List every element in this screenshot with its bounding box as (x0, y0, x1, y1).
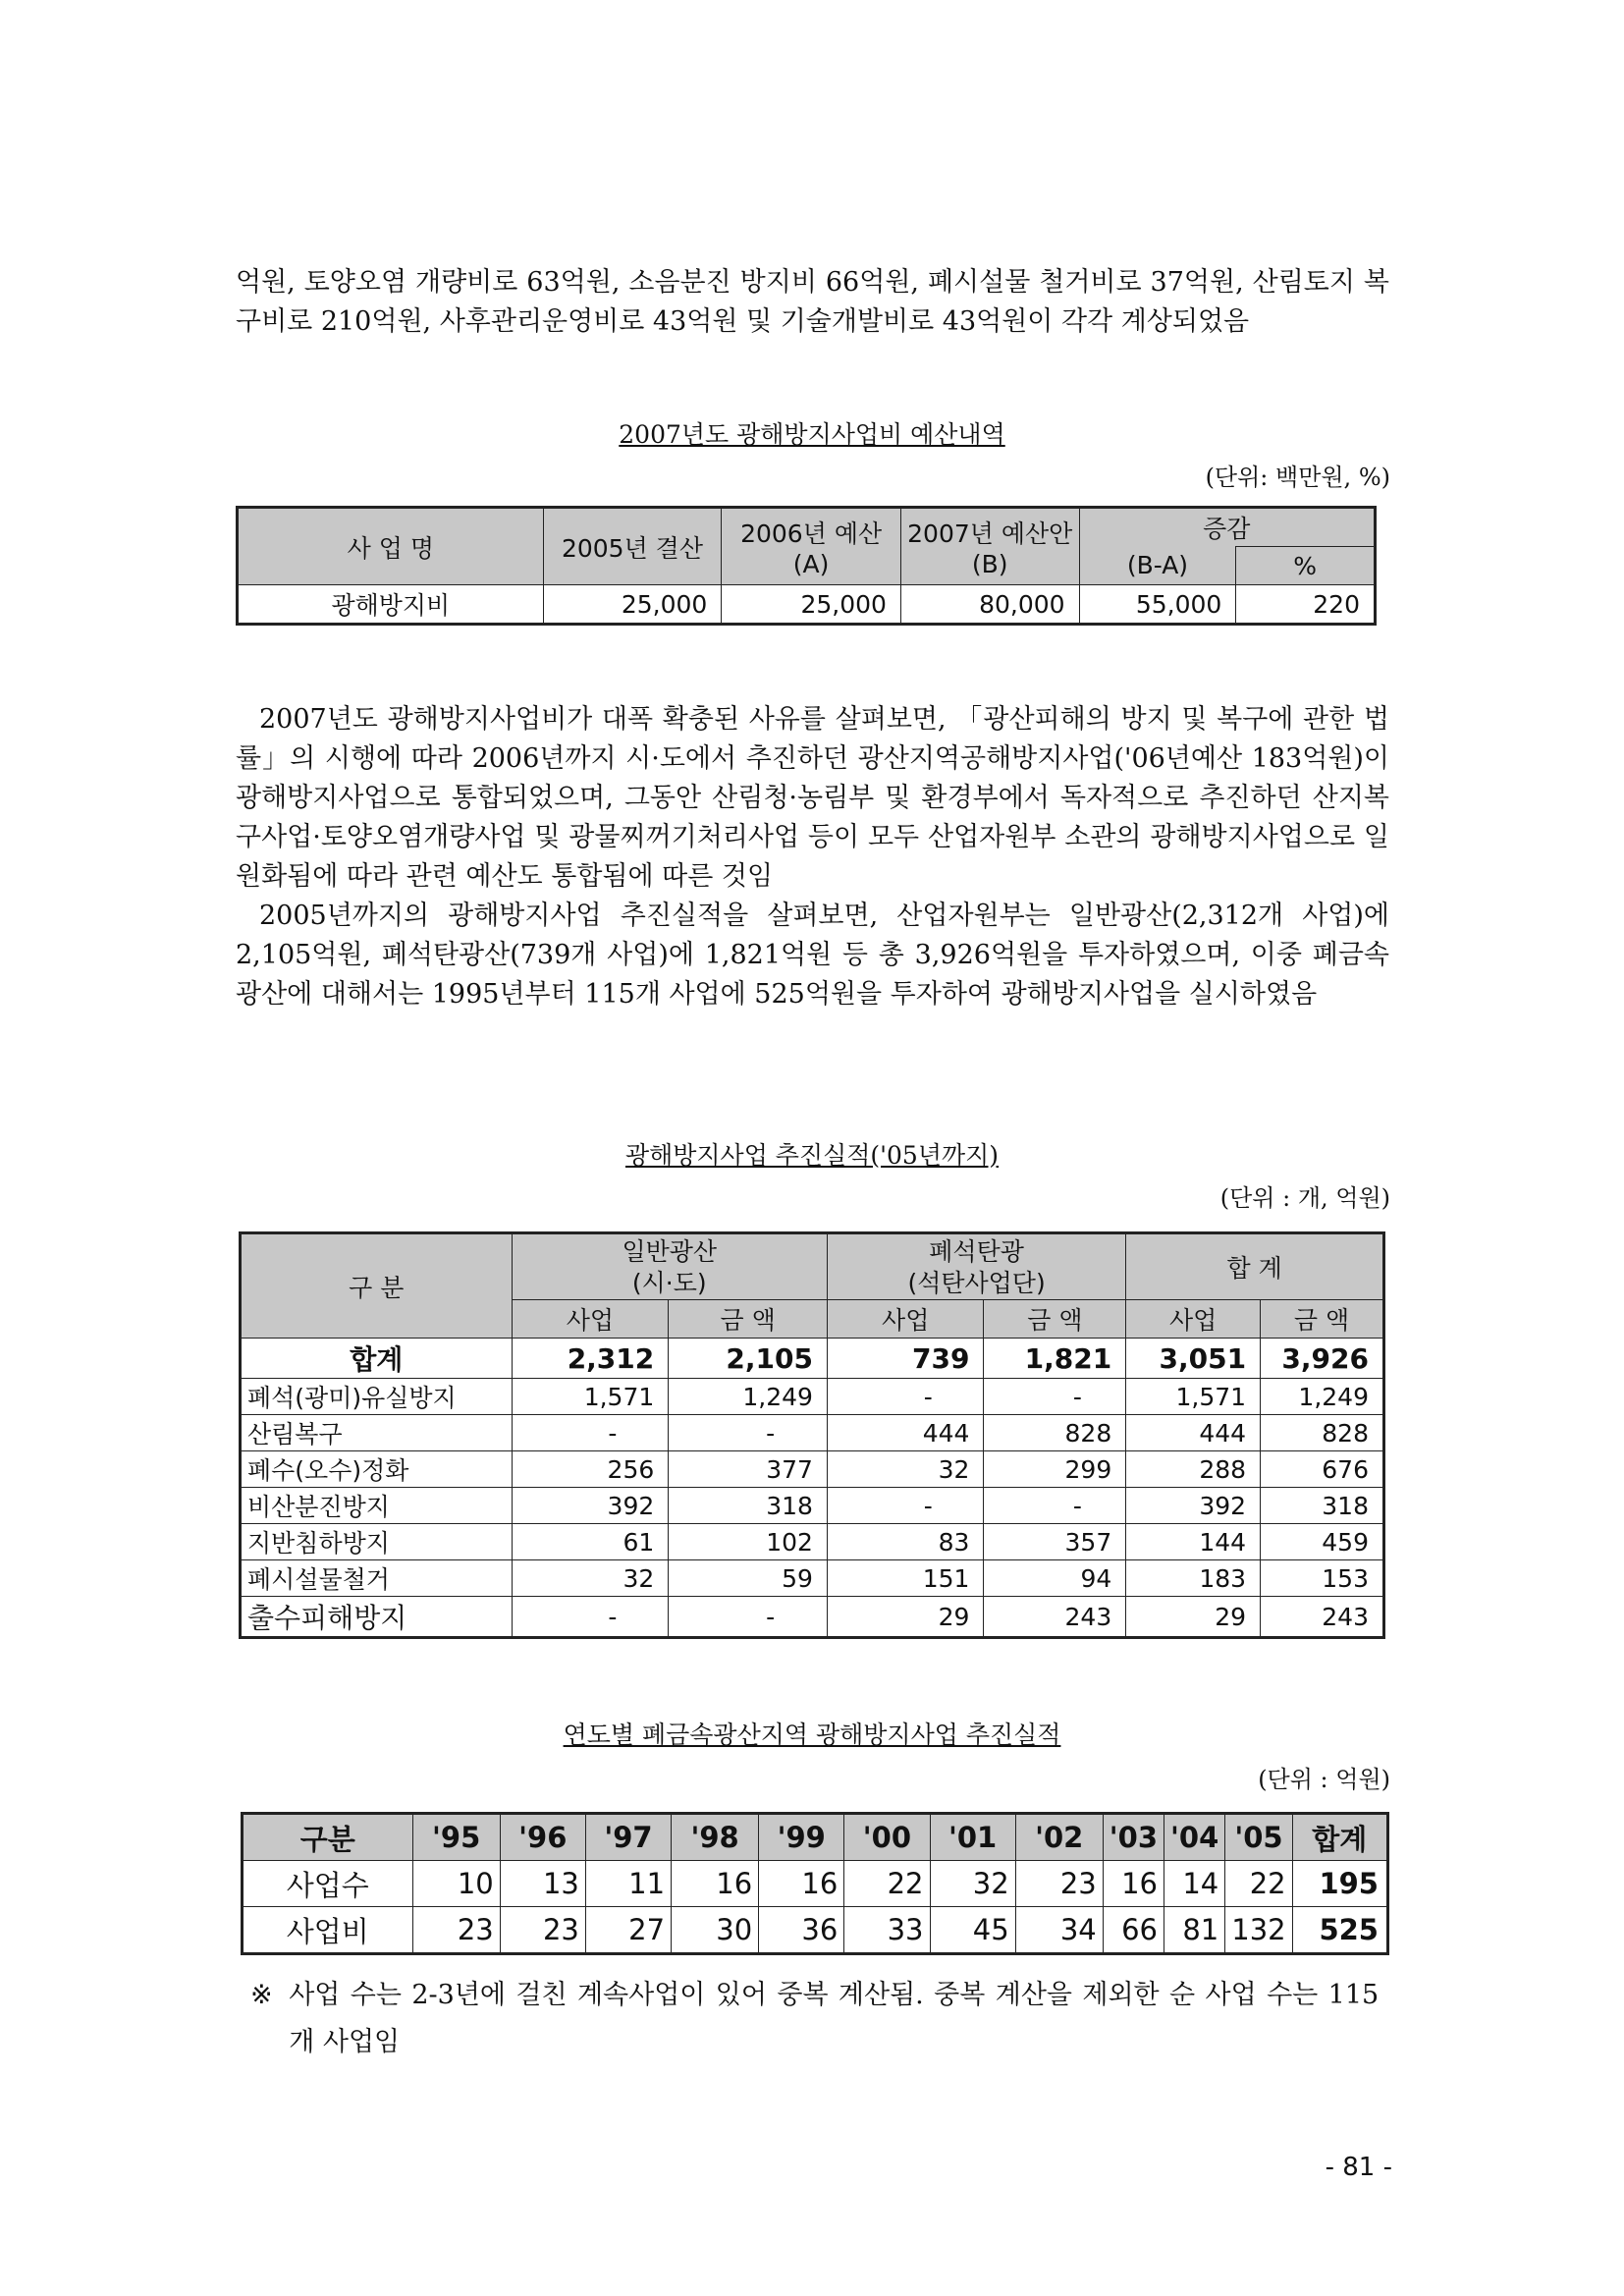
table1-unit: (단위: 백만원, %) (1205, 464, 1390, 491)
cell-total: 525 (1292, 1907, 1387, 1954)
table-row (241, 1415, 1384, 1451)
body-paragraph-1: 2007년도 광해방지사업비가 대폭 확충된 사유를 살펴보면, 「광산피해의 방지 및 복구에 관한 법률」의 시행에 따라 2006년까지 시·도에서 추진하던 광산지역공해방지사업('06년예산 183억원)이 광해방지사업으로 통합되었으며, 그동안 산림청·농림부 및 환경부에서 독자적으로 추진하던 산지복구사업·토양오염개량사업 및 광물찌꺼기처리사업 등이 모두 산업자원부 소관의 광해방지사업으로 일원화됨에 따라 관련 예산도 통합됨에 따른 것임 (236, 704, 1389, 892)
cell-value: 22 (844, 1861, 930, 1907)
cell-change-pct: 220 (1236, 585, 1376, 625)
row-label: 출수피해방지 (241, 1597, 513, 1638)
cell-t-a: 3,926 (1261, 1339, 1384, 1379)
cell-g-a: 2,105 (669, 1339, 828, 1379)
intro-paragraph (236, 263, 1389, 342)
cell-2007: 80,000 (900, 585, 1079, 625)
row-label: 폐석(광미)유실방지 (241, 1379, 513, 1415)
cell-t-p: 392 (1126, 1488, 1261, 1524)
cell-g-a: 377 (669, 1451, 828, 1488)
header-general-projects: 사업 (512, 1300, 669, 1339)
cell-g-a: 59 (669, 1560, 828, 1597)
cell-g-p: - (512, 1597, 669, 1638)
table1-caption: 2007년도 광해방지사업비 예산내역 (619, 420, 1005, 449)
cell-c-p: 83 (827, 1524, 984, 1560)
table3-caption: 연도별 폐금속광산지역 광해방지사업 추진실적 (563, 1721, 1061, 1749)
row-label: 산림복구 (241, 1415, 513, 1451)
header-year: '98 (672, 1814, 759, 1861)
cell-value: 34 (1015, 1907, 1103, 1954)
cell-t-p: 444 (1126, 1415, 1261, 1451)
header-2005: 2005년 결산 (543, 508, 722, 585)
cell-g-a: 318 (669, 1488, 828, 1524)
cell-g-p: 32 (512, 1560, 669, 1597)
cell-g-p: 256 (512, 1451, 669, 1488)
cell-c-a: 1,821 (984, 1339, 1126, 1379)
cell-value: 16 (672, 1861, 759, 1907)
cell-t-p: 29 (1126, 1597, 1261, 1638)
yearly-table (241, 1812, 1389, 1955)
cell-c-p: 29 (827, 1597, 984, 1638)
cell-c-a: 828 (984, 1415, 1126, 1451)
header-coal (827, 1233, 1125, 1300)
row-label: 폐시설물철거 (241, 1560, 513, 1597)
budget-table (236, 506, 1377, 626)
header-general-title: 일반광산 (622, 1237, 718, 1266)
row-label: 비산분진방지 (241, 1488, 513, 1524)
note-mark: ※ (250, 1980, 273, 2010)
header-year: '96 (500, 1814, 585, 1861)
cell-t-p: 183 (1126, 1560, 1261, 1597)
cell-g-p: 1,571 (512, 1379, 669, 1415)
cell-value: 23 (1015, 1861, 1103, 1907)
header-year: 합계 (1292, 1814, 1387, 1861)
table-row (241, 1379, 1384, 1415)
cell-c-p: 151 (827, 1560, 984, 1597)
header-year: '97 (585, 1814, 671, 1861)
results-table (239, 1231, 1385, 1639)
header-year: '04 (1164, 1814, 1225, 1861)
cell-value: 36 (759, 1907, 844, 1954)
row-label: 합계 (241, 1339, 513, 1379)
cell-c-a: 243 (984, 1597, 1126, 1638)
cell-value: 81 (1164, 1907, 1225, 1954)
cell-t-p: 288 (1126, 1451, 1261, 1488)
cell-c-p: 32 (827, 1451, 984, 1488)
row-label: 사업수 (243, 1861, 413, 1907)
footnote (250, 1972, 1389, 2066)
cell-c-p: 444 (827, 1415, 984, 1451)
yearly-header-row (243, 1814, 1388, 1861)
cell-c-p: - (827, 1488, 984, 1524)
row-label: 폐수(오수)정화 (241, 1451, 513, 1488)
cell-value: 16 (1103, 1861, 1164, 1907)
header-change-amt: (B-A) (1079, 547, 1236, 585)
cell-value: 27 (585, 1907, 671, 1954)
cell-change-amt: 55,000 (1079, 585, 1236, 625)
header-general-sub: (시·도) (631, 1269, 707, 1297)
header-coal-sub: (석탄사업단) (907, 1269, 1046, 1297)
cell-g-a: 102 (669, 1524, 828, 1560)
header-change: 증감 (1079, 508, 1375, 547)
table-row (243, 1861, 1388, 1907)
cell-value: 23 (500, 1907, 585, 1954)
table3-unit: (단위 : 억원) (1258, 1766, 1390, 1793)
row-label: 지반침하방지 (241, 1524, 513, 1560)
cell-value: 30 (672, 1907, 759, 1954)
cell-t-a: 243 (1261, 1597, 1384, 1638)
cell-value: 45 (930, 1907, 1015, 1954)
header-2007: 2007년 예산안(B) (900, 508, 1079, 585)
body-paragraph-2: 2005년까지의 광해방지사업 추진실적을 살펴보면, 산업자원부는 일반광산(2,312개 사업)에 2,105억원, 폐석탄광산(739개 사업)에 1,821억원 등 총 3,926억원을 투자하였으며, 이중 폐금속 광산에 대해서는 1995년부터 115개 사업에 525억원을 투자하여 광해방지사업을 실시하였음 (236, 901, 1389, 1010)
table-row (243, 1907, 1388, 1954)
cell-t-a: 459 (1261, 1524, 1384, 1560)
header-coal-projects: 사업 (827, 1300, 984, 1339)
table-row (241, 1524, 1384, 1560)
cell-t-a: 676 (1261, 1451, 1384, 1488)
table2-caption: 광해방지사업 추진실적('05년까지) (624, 1141, 1000, 1170)
cell-2005: 25,000 (543, 585, 722, 625)
cell-value: 13 (500, 1861, 585, 1907)
cell-g-p: 2,312 (512, 1339, 669, 1379)
cell-t-p: 1,571 (1126, 1379, 1261, 1415)
cell-g-p: 392 (512, 1488, 669, 1524)
cell-c-a: - (984, 1379, 1126, 1415)
header-year: '00 (844, 1814, 930, 1861)
results-table-body (241, 1339, 1384, 1638)
header-year: '99 (759, 1814, 844, 1861)
header-coal-amount: 금 액 (984, 1300, 1126, 1339)
header-year: '03 (1103, 1814, 1164, 1861)
header-2006: 2006년 예산(A) (722, 508, 901, 585)
cell-g-a: - (669, 1597, 828, 1638)
cell-t-a: 828 (1261, 1415, 1384, 1451)
cell-g-a: - (669, 1415, 828, 1451)
header-category: 구분 (243, 1814, 413, 1861)
header-name: 사 업 명 (238, 508, 544, 585)
yearly-table-body (243, 1861, 1388, 1954)
table-row (241, 1451, 1384, 1488)
intro-text: 억원, 토양오염 개량비로 63억원, 소음분진 방지비 66억원, 폐시설물 철거비로 37억원, 산림토지 복구비로 210억원, 사후관리운영비로 43억원 및 기술개발비로 43억원이 각각 계상되었음 (236, 267, 1389, 337)
cell-value: 16 (759, 1861, 844, 1907)
cell-g-a: 1,249 (669, 1379, 828, 1415)
header-total: 합 계 (1126, 1233, 1384, 1300)
cell-value: 32 (930, 1861, 1015, 1907)
page-number: - 81 - (1325, 2153, 1392, 2182)
note-text: 사업 수는 2-3년에 걸친 계속사업이 있어 중복 계산됨. 중복 계산을 제외한 순 사업 수는 115개 사업임 (289, 1980, 1380, 2057)
header-total-amount: 금 액 (1261, 1300, 1384, 1339)
cell-c-p: - (827, 1379, 984, 1415)
cell-value: 66 (1103, 1907, 1164, 1954)
header-general-amount: 금 액 (669, 1300, 828, 1339)
header-general (512, 1233, 827, 1300)
header-total-projects: 사업 (1126, 1300, 1261, 1339)
cell-2006: 25,000 (722, 585, 901, 625)
cell-t-a: 1,249 (1261, 1379, 1384, 1415)
cell-value: 11 (585, 1861, 671, 1907)
cell-value: 23 (412, 1907, 500, 1954)
header-change-pct: % (1236, 547, 1376, 585)
header-category: 구 분 (241, 1233, 513, 1339)
cell-t-a: 153 (1261, 1560, 1384, 1597)
cell-c-a: 94 (984, 1560, 1126, 1597)
header-coal-title: 폐석탄광 (929, 1237, 1024, 1266)
cell-value: 22 (1225, 1861, 1292, 1907)
cell-c-a: 357 (984, 1524, 1126, 1560)
cell-t-p: 3,051 (1126, 1339, 1261, 1379)
body-paragraphs (236, 700, 1389, 1014)
header-year: '01 (930, 1814, 1015, 1861)
table-row (241, 1339, 1384, 1379)
header-year: '02 (1015, 1814, 1103, 1861)
cell-g-p: 61 (512, 1524, 669, 1560)
cell-g-p: - (512, 1415, 669, 1451)
cell-value: 33 (844, 1907, 930, 1954)
table-row (241, 1597, 1384, 1638)
cell-total: 195 (1292, 1861, 1387, 1907)
cell-value: 10 (412, 1861, 500, 1907)
header-year: '05 (1225, 1814, 1292, 1861)
cell-c-a: - (984, 1488, 1126, 1524)
cell-t-a: 318 (1261, 1488, 1384, 1524)
cell-c-a: 299 (984, 1451, 1126, 1488)
table2-unit: (단위 : 개, 억원) (1219, 1184, 1390, 1212)
cell-c-p: 739 (827, 1339, 984, 1379)
cell-value: 132 (1225, 1907, 1292, 1954)
table-row (241, 1560, 1384, 1597)
header-year: '95 (412, 1814, 500, 1861)
cell-t-p: 144 (1126, 1524, 1261, 1560)
cell-name: 광해방지비 (238, 585, 544, 625)
table-row (238, 585, 1376, 625)
cell-value: 14 (1164, 1861, 1225, 1907)
row-label: 사업비 (243, 1907, 413, 1954)
table-row (241, 1488, 1384, 1524)
